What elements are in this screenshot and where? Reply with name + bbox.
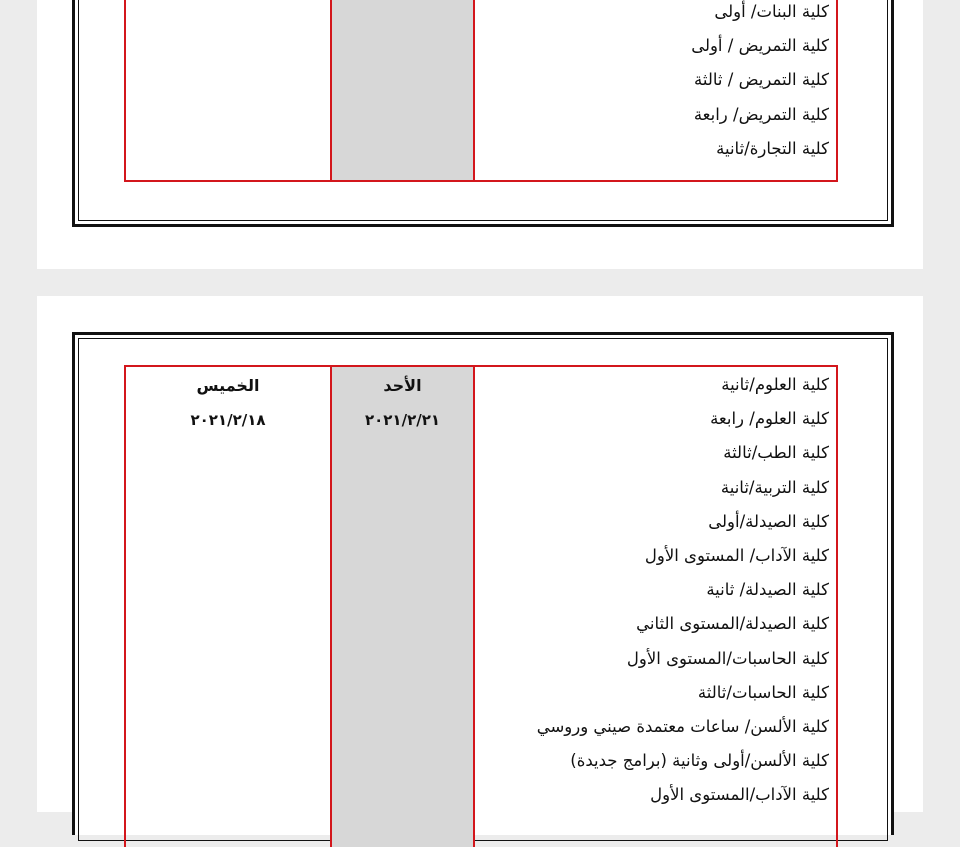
- schedule-table-bottom: [124, 365, 838, 847]
- faculty-row: كلية الآداب/المستوى الأول: [650, 785, 829, 805]
- faculty-row: كلية الألسن/أولى وثانية (برامج جديدة): [570, 751, 829, 771]
- thursday-header: [126, 375, 330, 431]
- document-page-top: [37, 0, 923, 269]
- faculty-row: كلية الصيدلة/المستوى الثاني: [636, 614, 829, 634]
- faculty-column-top: [475, 0, 836, 180]
- faculty-row: كلية الطب/ثالثة: [723, 443, 829, 463]
- faculty-row: كلية الحاسبات/المستوى الأول: [626, 648, 829, 668]
- faculty-row: كلية التمريض / ثالثة: [694, 70, 829, 90]
- table-frame-top: [72, 0, 894, 227]
- sunday-date-label: ٢٠٢١/٢/٢١: [364, 411, 441, 429]
- faculty-row: كلية البنات/ أولى: [714, 2, 829, 21]
- sunday-column: [330, 367, 475, 847]
- thursday-column-top: [126, 0, 330, 180]
- sunday-header: [332, 375, 473, 431]
- faculty-row: كلية التجارة/ثانية: [716, 138, 829, 158]
- schedule-table-top: [124, 0, 838, 182]
- thursday-day-label: الخميس: [196, 376, 260, 395]
- faculty-row: كلية التمريض/ رابعة: [693, 104, 829, 124]
- faculty-row: كلية التربية/ثانية: [720, 477, 829, 497]
- faculty-row: كلية الألسن/ ساعات معتمدة صيني وروسي: [536, 717, 829, 737]
- faculty-row: كلية العلوم/ رابعة: [710, 409, 829, 429]
- thursday-date-label: ٢٠٢١/٢/١٨: [190, 411, 266, 429]
- faculty-row: كلية الصيدلة/ ثانية: [706, 580, 829, 600]
- table-frame-bottom: [72, 332, 894, 835]
- faculty-column: [475, 367, 836, 847]
- faculty-row: كلية التمريض / أولى: [691, 36, 829, 56]
- thursday-column: [126, 367, 330, 847]
- faculty-row: كلية الصيدلة/أولى: [708, 511, 829, 531]
- faculty-list-bottom: [475, 367, 836, 813]
- sunday-day-label: الأحد: [383, 376, 422, 395]
- sunday-column-top: [330, 0, 475, 180]
- faculty-row: كلية الحاسبات/ثالثة: [697, 682, 829, 702]
- document-page-bottom: [37, 296, 923, 812]
- faculty-row: كلية الآداب/ المستوى الأول: [644, 546, 829, 566]
- faculty-list-top: [475, 0, 836, 166]
- faculty-row: كلية العلوم/ثانية: [721, 375, 829, 394]
